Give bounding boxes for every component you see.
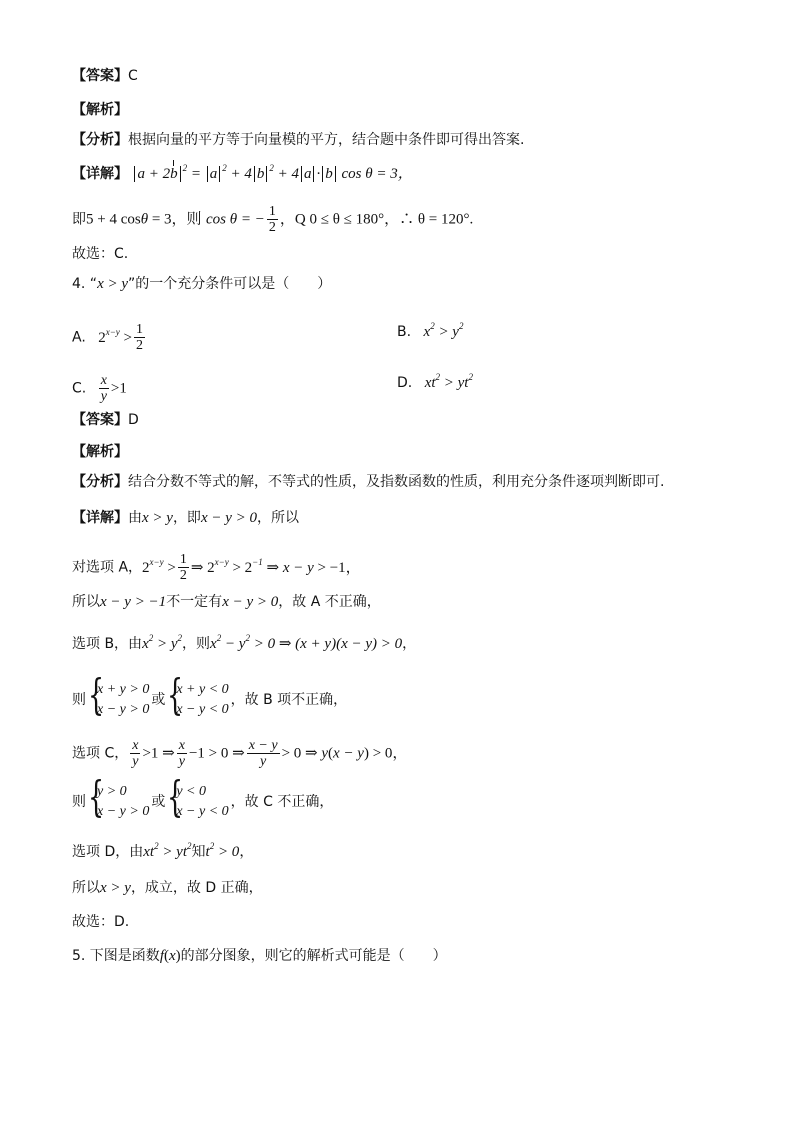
text: 所以 [72,880,100,896]
xiangjie-tag: 【详解】 [72,166,128,182]
analysis-tag: 【解析】 [72,444,128,460]
text: 5. 下图是函数 [72,948,160,964]
text: 则 [72,692,86,708]
q4-opt-b-line: 选项 B，由$x^2 > y^2$，则$x^2 - y^2 > 0$ ⇒ (x + y)(x − y) > 0， [72,633,417,652]
q4-opt-c-system [72,772,334,822]
q3-ji-line: 即5 + 4 cosθ = 3，则 cos θ = − $\frac{1}{2}$ ，Q 0 ≤ θ ≤ 180°，∴ θ = 120°. [72,204,474,235]
q4-option-d: D. $xt^2 > yt^2$ [397,372,473,391]
frac-xmy-over-y: $\frac{x - y}{y}$ [248,738,278,769]
frac-x-over-y: $\frac{x}{y}$ [178,738,185,769]
text: 或 [151,794,166,810]
q3-fenxi-line [72,130,524,150]
answer-value: C [128,68,138,84]
analysis-tag: 【解析】 [72,102,128,118]
text: 或 [151,692,166,708]
q4-option-a: A. $2^{x-y}$ > $\frac{1}{2}$ [72,322,144,353]
stem-math: x > y [97,276,128,292]
text: ，则 [182,636,211,652]
text: 选项 B，由 [72,636,143,652]
stem-prefix: 4. “ [72,276,98,292]
ji-expr-b: = 3，则 [148,211,202,228]
q4-final-line: 所以x > y，成立，故 D 正确， [72,880,263,896]
text: ，成立，故 D 正确， [130,880,263,896]
text: ，故 B 项不正确， [230,692,348,708]
text: 所以 [72,594,100,610]
q4-opt-b-system [72,670,348,720]
option-d-label: D. [397,375,413,391]
frac-x-over-y: $\frac{x}{y}$ [100,373,107,404]
vector-equation: a + 2b $^2$ = a $^2$ + 4 b $^2$ + 4 a · b cos θ = 3， [132,166,412,182]
q4-fenxi-line [72,472,664,492]
text: ，故 C 不正确， [230,794,334,810]
frac-half: $\frac{1}{2}$ [268,204,276,235]
q5-stem: 5. 下图是函数f(x)的部分图象，则它的解析式可能是（ ） [72,948,447,964]
text: 不一定有 [166,594,223,610]
fenxi-tag: 【分析】 [72,474,128,490]
q4-option-b: B. $x^2 > y^2$ [397,321,464,340]
answer-tag: 【答案】 [72,412,128,428]
option-a-label: A. [72,329,86,346]
q4-option-c: C. $\frac{x}{y}$ >1 [72,373,127,404]
frac-half: $\frac{1}{2}$ [136,322,144,353]
text: ，即 [172,510,201,526]
answer-tag: 【答案】 [72,68,128,84]
ji-prefix: 即 [72,211,86,228]
q4-xiangjie-line: 【详解】由x > y，即x − y > 0，所以 [72,510,299,526]
q3-analysis-tag [72,100,128,120]
q4-stem [72,274,331,294]
q3-answer-line [72,66,138,86]
fenxi-tag: 【分析】 [72,132,128,148]
q4-opt-a-conclusion: 所以x − y > −1不一定有x − y > 0，故 A 不正确， [72,594,381,610]
text: 由 [128,510,142,526]
text: 选项 C， [72,745,129,762]
option-b-label: B. [397,324,412,340]
q4-opt-d-line: 选项 D，由$xt^2 > yt^2$知$t^2 > 0$， [72,841,254,860]
q4-analysis-tag [72,442,128,462]
text: 选项 D，由 [72,844,144,860]
text: ，故 A 不正确， [278,594,381,610]
xiangjie-tag: 【详解】 [72,510,128,526]
frac-half: $\frac{1}{2}$ [179,552,187,583]
option-c-label: C. [72,380,87,397]
text: 则 [72,794,86,810]
text: 对选项 A， [72,559,143,576]
system-3: { y > 0 x − y > 0 [88,772,150,821]
ji-expr-c: ，Q 0 ≤ θ ≤ 180°，∴ θ = 120°. [279,211,474,228]
text: 知 [191,844,206,860]
answer-value: D [128,412,139,428]
q3-conclusion: 故选：C. [72,246,129,262]
system-2: { x + y < 0 x − y < 0 [167,670,229,719]
ji-expr-a: 5 + 4 cos [86,211,141,228]
fenxi-text: 结合分数不等式的解，不等式的性质，及指数函数的性质，利用充分条件逐项判断即可. [128,474,665,490]
text: 的部分图象，则它的解析式可能是（ ） [180,948,447,964]
q4-answer-line [72,410,139,430]
q4-opt-c-line: 选项 C， $\frac{x}{y}$ >1 ⇒ $\frac{x}{y}$ −1 > 0 ⇒ $\frac{x - y}{y}$ > 0 ⇒ y(x − y) > 0， [72,738,408,769]
stem-rest: ”的一个充分条件可以是（ ） [128,276,332,292]
text: ， [239,844,254,860]
system-4: { y < 0 x − y < 0 [167,772,229,821]
frac-x-over-y: $\frac{x}{y}$ [132,738,139,769]
fenxi-text: 根据向量的平方等于向量模的平方，结合题中条件即可得出答案. [128,132,525,148]
q3-xiangjie-line [72,164,413,184]
system-1: { x + y > 0 x − y > 0 [88,670,150,719]
text: ，所以 [257,510,299,526]
q4-opt-a-line: 对选项 A，$2^{x-y}$ > $\frac{1}{2}$ ⇒ $2^{x-y} > 2^{-1}$ ⇒ x − y > −1， [72,552,361,583]
q4-conclusion: 故选：D. [72,914,130,930]
